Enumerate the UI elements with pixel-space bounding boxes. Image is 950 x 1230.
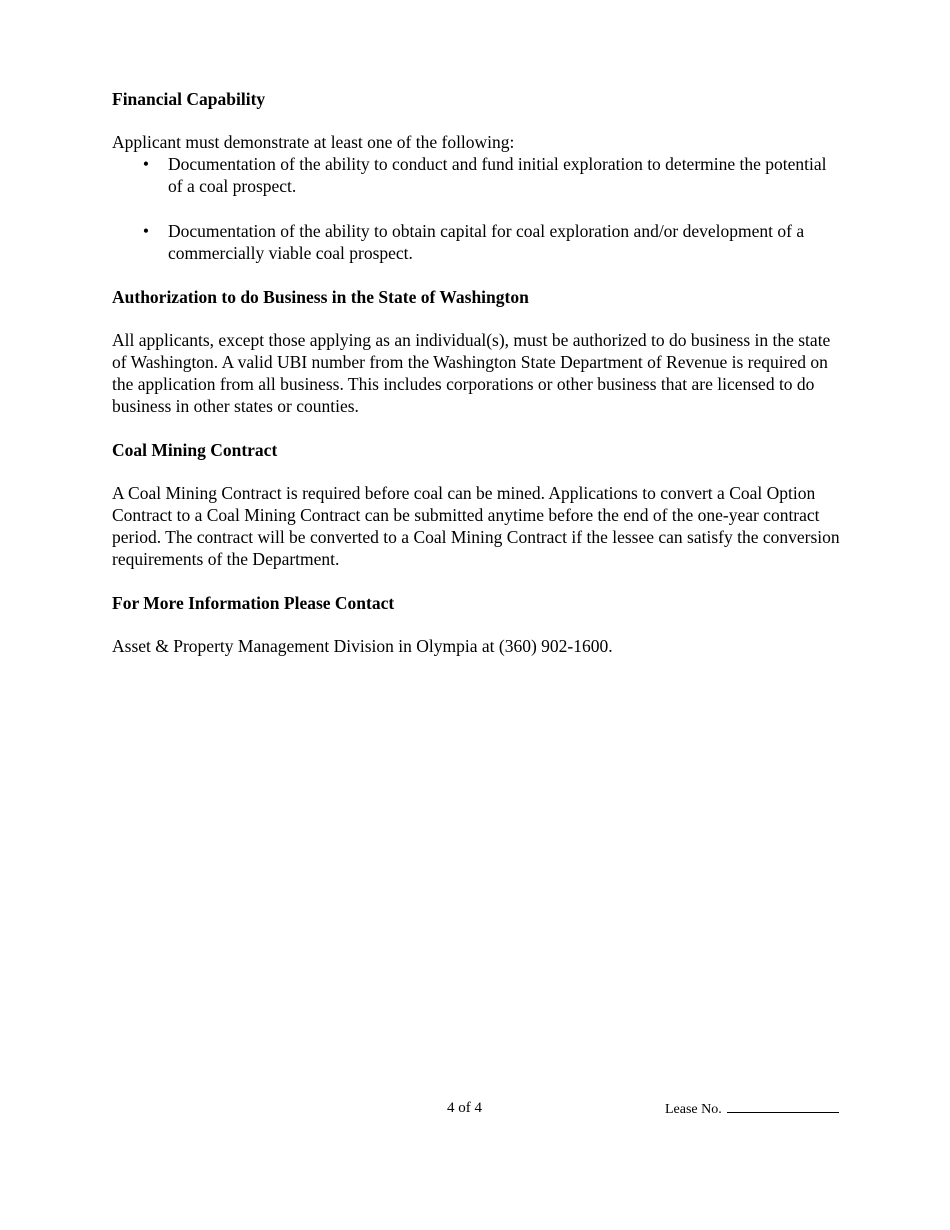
authorization-section <box>112 286 840 417</box>
lease-number-field <box>665 1099 839 1120</box>
authorization-heading: Authorization to do Business in the State of Washington <box>112 287 529 307</box>
list-item-text: Documentation of the ability to obtain capital for coal exploration and/or development of a commercially viable coal prospect. <box>168 221 805 263</box>
list-item <box>112 220 840 264</box>
document-body <box>112 88 840 657</box>
coal-mining-contract-body: A Coal Mining Contract is required before coal can be mined. Applications to convert a Coal Option Contract to a Coal Mining Contract can be submitted anytime before the end of the one-year contract period. The contract will be converted to a Coal Mining Contract if the lessee can satisfy the conversion requirements of the Department. <box>112 483 840 569</box>
financial-capability-heading: Financial Capability <box>112 89 266 109</box>
contact-heading: For More Information Please Contact <box>112 593 395 613</box>
list-item-text: Documentation of the ability to conduct and fund initial exploration to determine the potential of a coal prospect. <box>168 154 827 196</box>
bullet-icon: • <box>142 154 150 174</box>
coal-mining-contract-heading: Coal Mining Contract <box>112 440 278 460</box>
contact-body: Asset & Property Management Division in Olympia at (360) 902-1600. <box>112 636 613 656</box>
financial-capability-list <box>112 153 840 264</box>
authorization-body: All applicants, except those applying as an individual(s), must be authorized to do business in the state of Washington. A valid UBI number from the Washington State Department of Revenue is required on the application from all business. This includes corporations or other business that are licensed to do business in other states or counties. <box>112 330 831 416</box>
lease-number-blank <box>727 1099 839 1113</box>
lease-number-label: Lease No. <box>665 1102 722 1117</box>
page-number: 4 of 4 <box>447 1100 482 1116</box>
financial-capability-intro: Applicant must demonstrate at least one of the following: <box>112 132 515 152</box>
list-item <box>112 153 840 197</box>
contact-section <box>112 592 840 657</box>
financial-capability-section <box>112 88 840 264</box>
bullet-icon: • <box>142 221 150 241</box>
coal-mining-contract-section <box>112 439 840 570</box>
